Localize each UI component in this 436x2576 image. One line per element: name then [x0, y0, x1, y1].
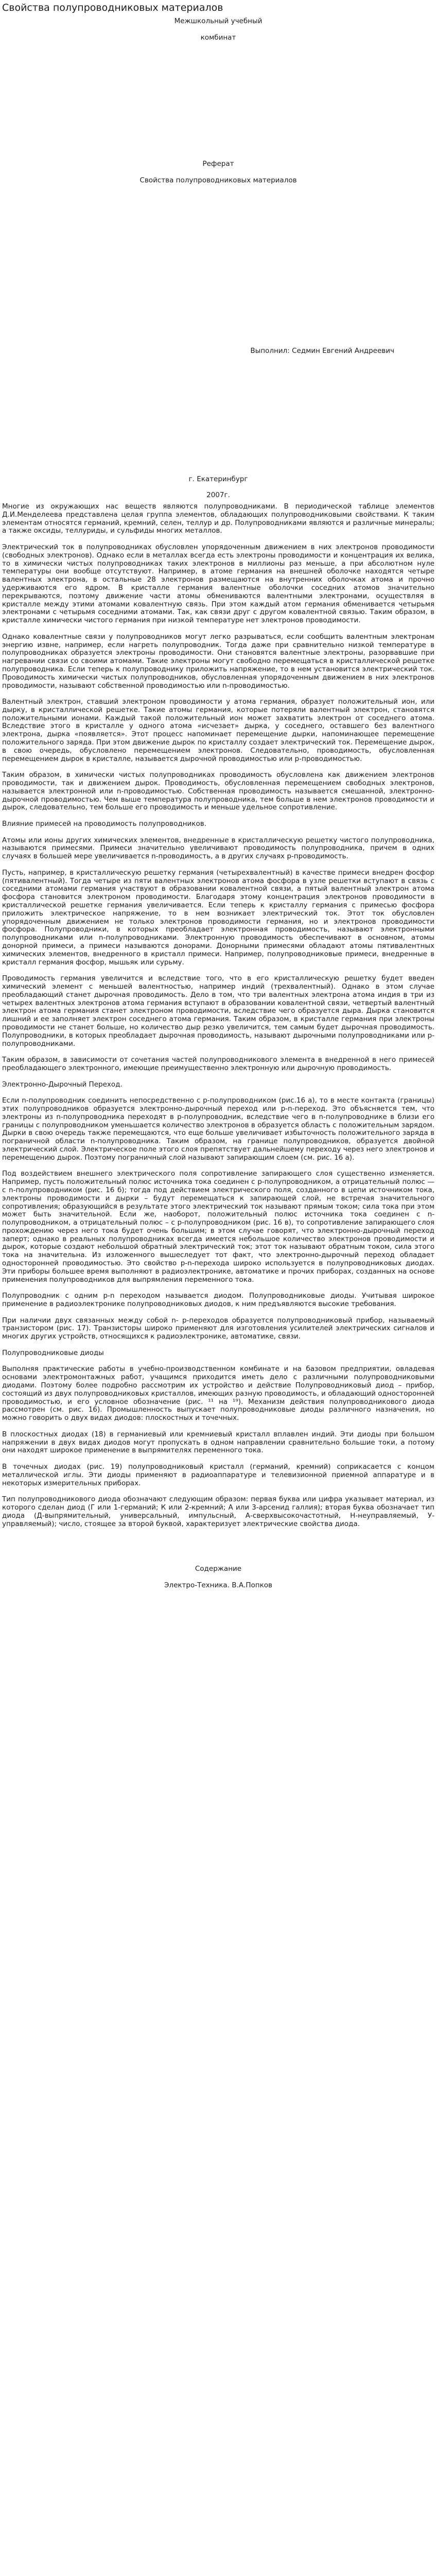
- paragraph: При наличии двух связанных между собой n- р-переходов образуется полупроводниковый прибор, называемый транзистором (рис. 17). Транзисторы широко применяют для изготовления усилителей электрических сигналов и многих других устройств, относящихся к радиоэлектронике, автоматике, связи.: [2, 1316, 434, 1341]
- paragraph: Атомы или ионы других химических элементов, внедренные в кристаллическую решетку чистого полупроводника, называются примесями. Примеси значительно увеличивают проводимость полупроводника, причем в одних случаях в большей мере увеличивается n-проводимость, а в других случаях р-проводимость.: [2, 836, 434, 861]
- cover-line-1: Межшкольный учебный: [174, 17, 263, 25]
- paragraph: Электронно-Дырочный Переход.: [2, 1080, 123, 1089]
- paragraph: Многие из окружающих нас веществ являются полупроводниками. В периодической таблице элементов Д.И.Менделеева представлена целая группа элементов, обладающих полупроводниковыми свойствами. К таким элементам относятся германий, кремний, селен, теллур и др. Полупроводниками являются и различные минералы; а также оксиды, теллуриды, и сульфиды многих металлов.: [2, 502, 434, 535]
- main-text: [2, 503, 434, 1536]
- paragraph: Полупроводник с одним р-n переходом называется диодом. Полупроводниковые диоды. Учитывая широкое применение в радиоэлектронике полупроводниковых диодов, к ним предъявляются высокие требования.: [2, 1292, 434, 1309]
- source-line: Электро-Техника. В.А.Попков: [164, 1581, 272, 1589]
- cover-line-2: комбинат: [200, 33, 236, 42]
- page-title: Свойства полупроводниковых материалов: [2, 2, 223, 13]
- author-line: Выполнил: Седмин Евгений Андреевич: [250, 346, 394, 355]
- paragraph: Однако ковалентные связи у полупроводников могут легко разрываться, если сообщить валентным электронам энергию извне, например, если нагреть полупроводник. Тогда даже при сравнительно низкой температуре в полупроводниках образуется электроны проводимости. Они становятся валентные электроны, разорвавшие при нагревании связи со своими атомами. Такие электроны могут свободно перемещаться в кристаллической решетке полупроводника. Если теперь к полупроводнику приложить напряжение, то в нем установится электрический ток. Проводимость химически чистых полупроводников, обусловленная упорядоченным движением в них электронов проводимости, называют собственной проводимостью или n-проводимостью.: [2, 632, 434, 690]
- paragraph: Валентный электрон, ставший электроном проводимости у атома германия, образует положительный ион, или дырку, в кристаллической решетке. Такие атомы германия, которые потеряли валентный электрон, становятся положительными ионами. Каждый такой положительный ион может захватить электрон от соседнего атома. Вследствие этого в кристалле у одного атома «исчезает» дырка, у соседнего, оставшего без валентного электрона, дырка «появляется». Этот процесс напоминает перемещение дырки, напоминающее перемещение положительного заряда. При этом движение дырок по кристаллу создает электрический ток. Перемещение дырок, в свою очередь, обусловлено перемещением электронов. Следовательно, проводимость, обусловленная перемещением дырок в кристалле, называется дырочной проводимостью или р-проводимостью.: [2, 698, 434, 763]
- referat-topic: Свойства полупроводниковых материалов: [139, 176, 297, 184]
- paragraph: Влияние примесей на проводимость полупроводников.: [2, 820, 206, 828]
- paragraph: Электрический ток в полупроводниках обусловлен упорядоченным движением в них электронов проводимости (свободных электронов). Однако если в металлах всегда есть электроны проводимости и концентрация их велика, то в химически чистых полупроводниках таких электронов в миллионы раз меньше, а при абсолютном нуле температуры они вообще отсутствуют. Например, в атоме германия на внешней оболочке находятся четыре валентных электрона, в остальные 28 электронов размещаются на внутренних оболочках атома и прочно удерживаются его ядром. В кристалле германия валентные оболочки соседних атомов значительно перекрываются, поэтому движение части атомы обмениваются валентными электронами, осуществляя в кристалле между этими атомами ковалентную связь. При этом каждый атом германия обменивается четырьмя электронами с четырьмя соседними атомами. Так, как связи друг с другом ковалентной связью. Таким образом, в кристалле химически чистого германия при низкой температуре нет электронов проводимости.: [2, 543, 434, 625]
- document-body: [2, 18, 434, 1590]
- paragraph: В точечных диодах (рис. 19) полупроводниковый кристалл (германий, кремний) соприкасается с концом металлической иглы. Эти диоды применяют в радиоаппаратуре и телевизионной приемной аппаратуре и в некоторых измерительных приборах.: [2, 1463, 434, 1487]
- paragraph: Полупроводниковые диоды: [2, 1348, 104, 1357]
- paragraph: В плоскостных диодах (18) в германиевый или кремниевый кристалл вплавлен индий. Эти диоды при большом напряжении в двух видах диодов могут пропускать в одном направлении сравнительно большие токи, а потому они находят широкое применение в выпрямителях переменного тока.: [2, 1430, 434, 1455]
- paragraph: Таким образом, в зависимости от сочетания частей полупроводникового элемента в внедренной в него примесей преобладающего электронного, имеющие преимущественно электронную или дырочную проводимость.: [2, 1056, 434, 1072]
- paragraph: Тип полупроводникового диода обозначают следующим образом: первая буква или цифра указывает материал, из которого сделан диод (Г или 1-германий; К или 2-кремний; А или 3-арсенид галлия); вторая буква обозначает тип диода (Д-выпрямительный, универсальный, импульсный, А-сверхвысокочастотный, Н-неуправляемый, У-управляемый); число, стоящее за второй буквой, характеризует электрические свойства диода.: [2, 1495, 434, 1528]
- paragraph: Если n-полупроводник соединить непосредственно с р-полупроводником (рис.16 а), то в месте контакта (границы) этих полупроводников образуется электронно-дырочный переход или p-n-переход. Это объясняется тем, что электроны из n-полупроводника переходят в р-полупроводник, вследствие чего в n-полупроводнике в близи его границы с полупроводником уменьшается количество электронов в образуется область с положительным зарядом. Дырки в свою очередь также перемещаются, что еще больше увеличивает избыточность положительного заряда в пограничной области n-полупроводника. Таким образом, на границе полупроводников, образуется двойной электрический слой. Электрическое поле этого слоя препятствует дальнейшему переходу через него электронов и перемещению дырок. Поэтому пограничный слой называют запирающим слоем (см. рис. 16 а).: [2, 1096, 434, 1162]
- referat-label: Реферат: [202, 160, 234, 168]
- city-line: г. Екатеринбург: [188, 474, 248, 483]
- contents-heading: Содержание: [195, 1565, 242, 1573]
- paragraph: Таким образом, в химически чистых полупроводниках проводимость обусловлена как движением электронов проводимости, так и движением дырок. Проводимость, обусловленная перемещением свободных электронов, называется электронной или n-проводимостью. Собственная проводимость называется смешанной, электронно-дырочной проводимостью. Чем выше температура полупроводника, тем больше в нем электронов проводимости и дырок, следовательно, тем больше его проводимость и меньше удельное сопротивление.: [2, 771, 434, 812]
- paragraph: Пусть, например, в кристаллическую решетку германия (четырехвалентный) в качестве примеси внедрен фосфор (пятивалентный). Тогда четыре из пяти валентных электронов атома фосфора в узле решетки вступают в связь с соседними атомами германия участвуют в образовании ковалентной связи, а пятый валентный электрон атома фосфора становится электроном проводимости. Благодаря этому концентрация электронов проводимости в кристаллической решетке германия увеличивается. Если теперь к кристаллу германия с примесью фосфора приложить электрическое напряжение, то в нем возникает электрический ток. Этот ток обусловлен упорядоченным движением не только электронов проводимости германия, но и электронов проводимости фосфора. Полупроводники, в которых преобладает электронная проводимость, называют электронными полупроводниками или n-полупроводниками. Электронную проводимость обеспечивают в основном, атомы донорной примеси, а примеси называются донорами. Донорными примесями обладают атомы пятивалентных химических элементов, внедренного в кристалл примеси. Например, полупроводниковые примеси, внедренные в кристалл германия фосфор, мышьяк или сурьму.: [2, 868, 434, 967]
- paragraph: Под воздействием внешнего электрического поля сопротивление запирающего слоя существенно изменяется. Например, пусть положительный полюс источника тока соединен с р-полупроводником, а отрицательный полюс — с n-полупроводником (рис. 16 б); тогда под действием электрического поля, созданного в цепи источником тока, электроны проводимости и дырки – будут перемещаться к запирающей слой, не встречая значительного сопротивления; образующийся в результате этого электрический ток называют прямым током; сила тока при этом может быть значительной. Если же, наоборот, положительный полюс источника тока соединен с n-полупроводником, а отрицательный полюс – с р-полупроводником (рис. 16 в), то сопротивление запирающего слоя прохождению через него тока будет очень большим; в этом случае говорят, что электронно-дырочный переход заперт; однако в реальных полупроводниках всегда имеется небольшое количество электронов проводимости и дырок, которые создают небольшой обратный электрический ток; этот ток называют обратным током, сила этого тока на значительна. Из изложенного вышеследует тот факт, что электронно-дырочный переход обладает односторонней проводимостью. Это свойство р-n-перехода широко используется в полупроводниковых диодах. Эти приборы большее время выполняют в радиоэлектронике, автоматике и прочих приборах, созданных на основе применения полупроводников для выпрямления переменного тока.: [2, 1170, 434, 1284]
- paragraph: Проводимость германия увеличится и вследствие того, что в его кристаллическую решетку будет введен химический элемент с меньшей валентностью, например индий (трехвалентный). Однако в этом случае преобладающий станет дырочная проводимость. Дело в том, что три валентных электрона атома индия в три из четырех валентных электронов атома германия вступают в образовании ковалентной связи, четвертый валентный электрон атома германия станет электроном проводимости, вследствие чего образуется дыра. Дырка становится лишний и ее заполняет электрон соседнего атома германия. Таким образом, в кристалле германия при электроны проводимости не станет больше, но количество дыр резко увеличится, тем самым будет дырочная проводимость. Полупроводники, в которых преобладает дырочная проводимость, называют дырочными полупроводниками или р-полупроводниками.: [2, 974, 434, 1048]
- paragraph: Выполняя практические работы в учебно-производственном комбинате и на базовом предприятии, овладевая основами электромонтажных работ, учащимся приходится иметь дело с различными полупроводниковыми диодами. Поэтому более подробно рассмотрим их устройство и действие Полупроводниковый диод – прибор, состоящий из двух полупроводниковых кристаллов, имеющих разную проводимость, и обладающий односторонней проводимостью, и его условное обозначение (рис. ¹¹ на ¹⁹). Механизм действия полупроводникового диода рассмотрен (см. рис. 16). Промышленность выпускает полупроводниковые диоды различного назначения, но можно говорить о двух видах диодов: плоскостных и точечных.: [2, 1365, 434, 1422]
- year-line: 2007г.: [206, 491, 230, 500]
